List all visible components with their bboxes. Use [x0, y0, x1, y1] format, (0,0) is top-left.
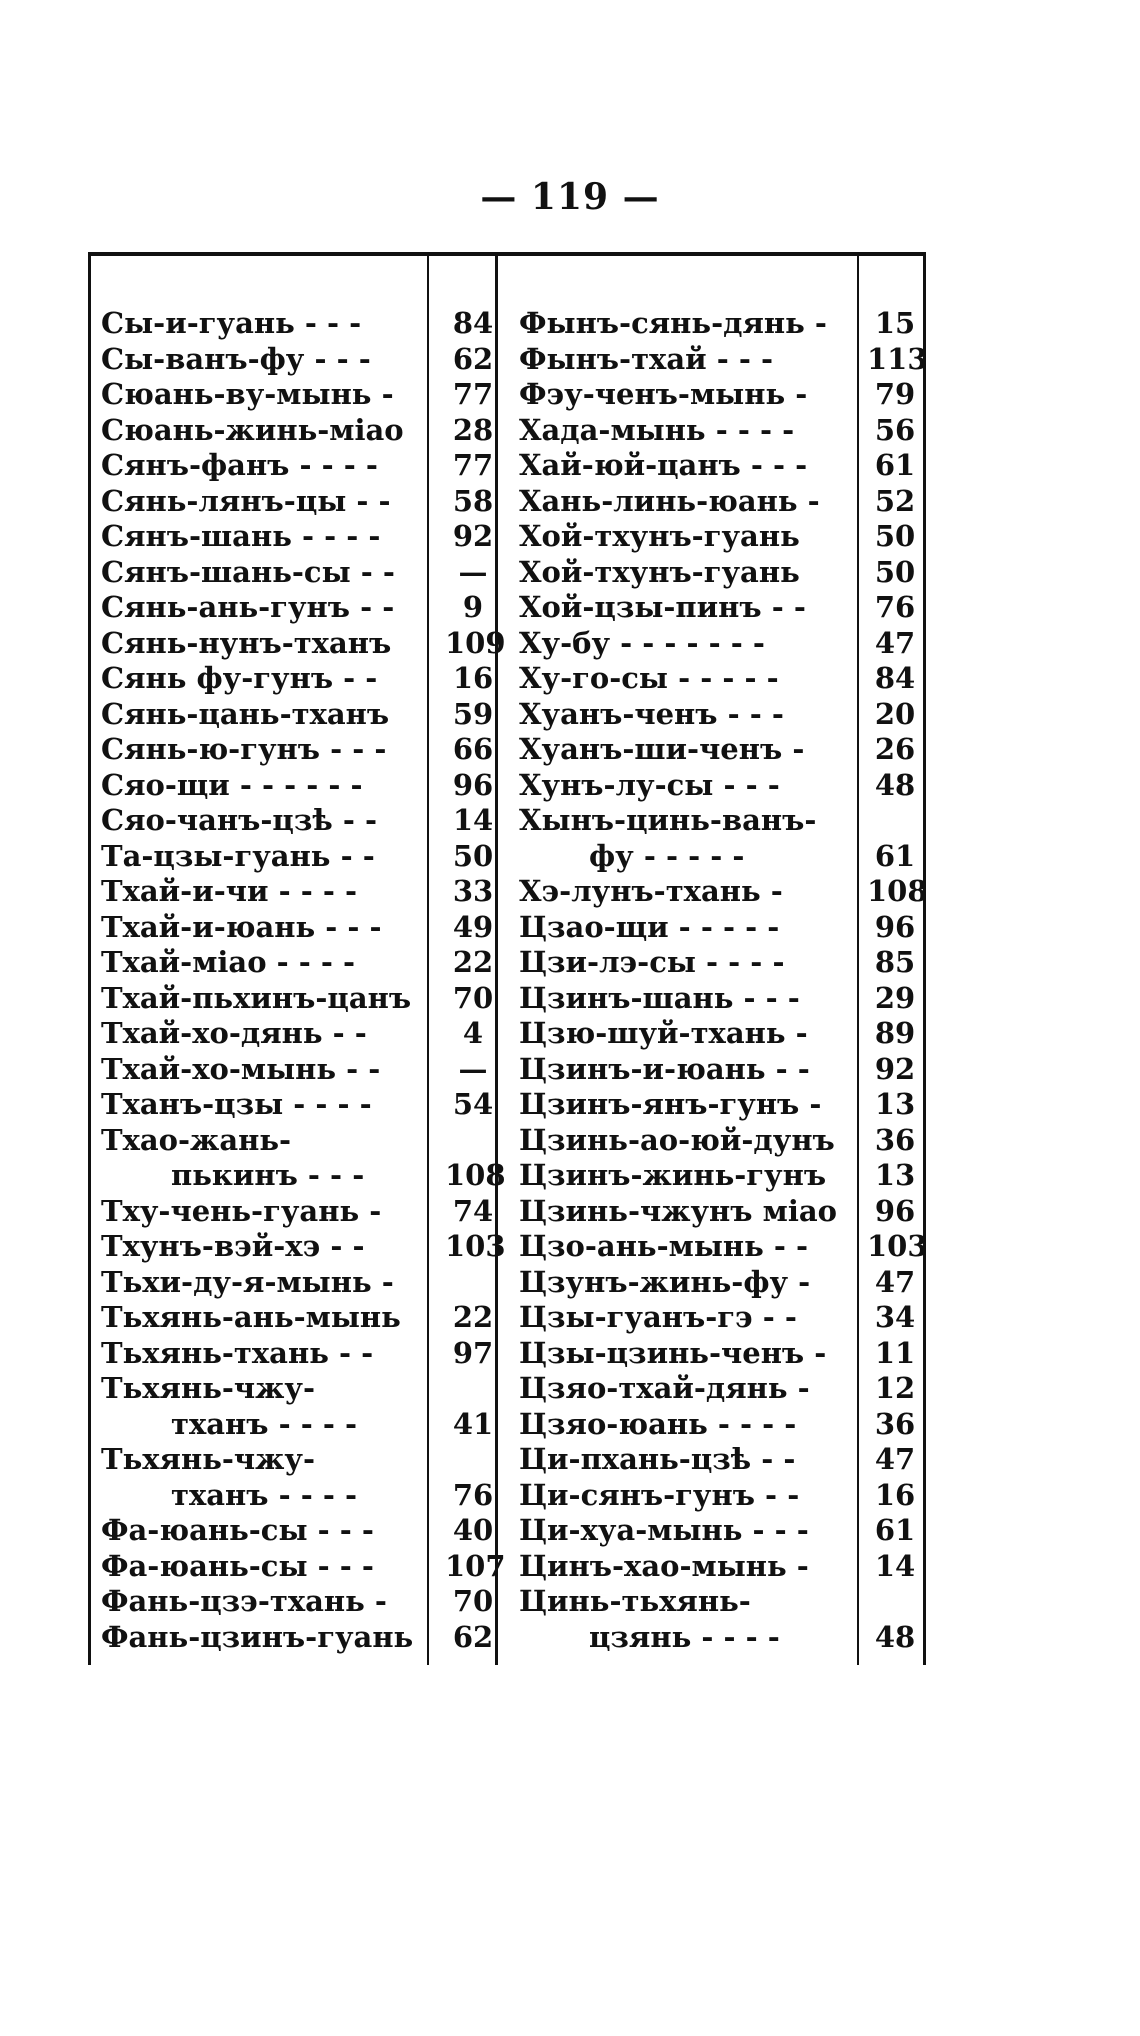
entry-name: Цзяо-тхай-дянь -	[519, 1371, 810, 1405]
entry-name: Цзинь-ао-юй-дунъ	[519, 1122, 835, 1157]
entry-name: Тьхянь-чжу-	[101, 1371, 316, 1405]
entry-name: Хада-мынь - - - -	[519, 412, 795, 447]
entry-name: Хуанъ-ши-ченъ -	[519, 732, 805, 766]
entry-name: Сянь-ань-гунъ - -	[101, 590, 395, 624]
entry-page: 103	[867, 1229, 928, 1263]
entry-page: 14	[452, 803, 494, 837]
entry-page: 103	[445, 1229, 506, 1263]
entry-name: Фань-цзинъ-гуань	[101, 1619, 414, 1654]
entry-name: Фа-юань-сы - - -	[101, 1548, 374, 1583]
entry-name: Ци-пхань-цзѣ - -	[519, 1442, 796, 1476]
entry-page: 107	[445, 1548, 506, 1583]
entry-name: Сюань-ву-мынь -	[101, 377, 394, 411]
entry-page: 4	[462, 1016, 484, 1050]
entry-name: Сянь-цань-тханъ	[101, 696, 390, 731]
entry-page: 48	[874, 1619, 916, 1654]
entry-name: Фа-юань-сы - - -	[101, 1513, 374, 1547]
entry-name: Тхунъ-вэй-хэ - -	[101, 1229, 365, 1263]
entry-name: Хэ-лунъ-тхань -	[519, 874, 783, 908]
entry-page: 92	[874, 1051, 916, 1086]
entry-page: 28	[452, 412, 494, 447]
entry-page: 61	[874, 838, 916, 873]
entry-name: Цзинъ-и-юань - -	[519, 1051, 810, 1086]
entry-page: 61	[874, 1513, 916, 1547]
entry-page: 61	[874, 448, 916, 482]
entry-name: Тханъ-цзы - - - -	[101, 1087, 372, 1121]
page-number: — 119 —	[480, 176, 660, 218]
entry-page: 70	[452, 980, 494, 1015]
entry-name: тханъ - - - -	[171, 1406, 358, 1441]
entry-name: Цзинъ-шань - - -	[519, 980, 800, 1015]
entry-name: Цзинъ-жинь-гунъ	[519, 1158, 827, 1192]
entry-page: 47	[874, 1264, 916, 1299]
entry-page: 89	[874, 1016, 916, 1050]
entry-name: Тьхи-ду-я-мынь -	[101, 1264, 394, 1299]
entry-page: 41	[452, 1406, 494, 1441]
entry-page: 84	[874, 661, 916, 695]
entry-name: пькинъ - - -	[171, 1158, 365, 1192]
entry-name: Фэу-ченъ-мынь -	[519, 377, 808, 411]
entry-name: Хунъ-лу-сы - - -	[519, 767, 780, 802]
entry-page: 76	[452, 1477, 494, 1512]
entry-name: Сянь-ю-гунъ - - -	[101, 732, 387, 766]
entry-page: 109	[445, 625, 506, 660]
entry-page: 70	[452, 1584, 494, 1618]
entry-name: Цзунъ-жинь-фу -	[519, 1264, 811, 1299]
entry-name: Хуанъ-ченъ - - -	[519, 696, 784, 731]
entry-name: Сяо-щи - - - - - -	[101, 767, 363, 802]
entry-name: Тьхянь-ань-мынь	[101, 1300, 401, 1334]
entry-page: 113	[867, 341, 928, 376]
entry-page: 85	[874, 945, 916, 979]
entry-page: 15	[874, 306, 916, 340]
entry-page: 76	[874, 590, 916, 624]
entry-page: —	[458, 1051, 488, 1086]
entry-page: 50	[452, 838, 494, 873]
entry-name: Цзы-гуанъ-гэ - -	[519, 1300, 797, 1334]
column-divider	[427, 256, 429, 1665]
entry-name: Тхао-жань-	[101, 1122, 292, 1157]
entry-name: Ху-бу - - - - - - -	[519, 625, 765, 660]
entry-page: 29	[874, 980, 916, 1015]
entry-name: Цзинъ-янъ-гунъ -	[519, 1087, 822, 1121]
entry-name: Цзы-цзинь-ченъ -	[519, 1335, 827, 1370]
entry-name: Цинь-тьхянь-	[519, 1584, 751, 1618]
entry-page: 66	[452, 732, 494, 766]
entry-name: Сянъ-шань-сы - -	[101, 554, 395, 589]
entry-name: Сянъ-фанъ - - - -	[101, 448, 378, 482]
entry-page: 77	[452, 448, 494, 482]
entry-page: 62	[452, 1619, 494, 1654]
entry-name: Тхай-хо-дянь - -	[101, 1016, 367, 1050]
column-divider	[857, 256, 859, 1665]
entry-name: Фынъ-сянь-дянь -	[519, 306, 827, 340]
entry-name: Ци-сянъ-гунъ - -	[519, 1477, 800, 1512]
entry-page: 13	[874, 1158, 916, 1192]
entry-page: 50	[874, 554, 916, 589]
entry-name: Сюань-жинь-міао	[101, 412, 404, 447]
entry-name: Ху-го-сы - - - - -	[519, 661, 779, 695]
entry-name: Хай-юй-цанъ - - -	[519, 448, 808, 482]
entry-page: 11	[874, 1335, 916, 1370]
entry-name: Тху-чень-гуань -	[101, 1193, 382, 1228]
entry-page: 16	[874, 1477, 916, 1512]
entry-name: Хынъ-цинь-ванъ-	[519, 803, 817, 837]
entry-name: Цзинь-чжунъ міао	[519, 1193, 837, 1228]
entry-name: Хой-цзы-пинъ - -	[519, 590, 806, 624]
entry-name: фу - - - - -	[589, 838, 745, 873]
entry-name: Тхай-и-юань - - -	[101, 909, 382, 944]
entry-page: 36	[874, 1122, 916, 1157]
entry-page: 13	[874, 1087, 916, 1121]
entry-page: 96	[452, 767, 494, 802]
entry-name: Та-цзы-гуань - -	[101, 838, 375, 873]
entry-page: 9	[462, 590, 484, 624]
entry-page: 108	[867, 874, 928, 908]
entry-name: Цинъ-хао-мынь -	[519, 1548, 809, 1583]
entry-name: Цзао-щи - - - - -	[519, 909, 780, 944]
entry-page: 74	[452, 1193, 494, 1228]
entry-name: Хой-тхунъ-гуань	[519, 554, 800, 589]
entry-page: 56	[874, 412, 916, 447]
entry-name: цзянь - - - -	[589, 1619, 780, 1654]
index-table	[88, 252, 926, 1665]
entry-page: 79	[874, 377, 916, 411]
entry-name: Цзо-ань-мынь - -	[519, 1229, 809, 1263]
entry-page: 14	[874, 1548, 916, 1583]
entry-name: Цзяо-юань - - - -	[519, 1406, 797, 1441]
entry-name: Сы-ванъ-фу - - -	[101, 341, 371, 376]
entry-name: Сянъ-шань - - - -	[101, 519, 381, 553]
entry-page: 47	[874, 625, 916, 660]
entry-page: 92	[452, 519, 494, 553]
entry-page: 96	[874, 909, 916, 944]
entry-page: 16	[452, 661, 494, 695]
entry-page: 26	[874, 732, 916, 766]
entry-page: 49	[452, 909, 494, 944]
entry-page: 97	[452, 1335, 494, 1370]
entry-page: 59	[452, 696, 494, 731]
entry-name: Тхай-хо-мынь - -	[101, 1051, 381, 1086]
entry-name: Хань-линь-юань -	[519, 483, 820, 518]
entry-name: Ци-хуа-мынь - - -	[519, 1513, 809, 1547]
entry-page: 48	[874, 767, 916, 802]
entry-name: Тхай-и-чи - - - -	[101, 874, 358, 908]
entry-name: Тьхянь-тхань - -	[101, 1335, 374, 1370]
entry-page: 22	[452, 945, 494, 979]
entry-name: тханъ - - - -	[171, 1477, 358, 1512]
entry-page: 47	[874, 1442, 916, 1476]
entry-name: Цзю-шуй-тхань -	[519, 1016, 808, 1050]
entry-name: Сянь-лянъ-цы - -	[101, 483, 391, 518]
entry-name: Сы-и-гуань - - -	[101, 306, 362, 340]
entry-page: 84	[452, 306, 494, 340]
entry-name: Сянь фу-гунъ - -	[101, 661, 378, 695]
entry-page: 36	[874, 1406, 916, 1441]
entry-name: Фынъ-тхай - - -	[519, 341, 774, 376]
entry-name: Тхай-міао - - - -	[101, 945, 356, 979]
entry-page: 33	[452, 874, 494, 908]
entry-name: Фань-цзэ-тхань -	[101, 1584, 387, 1618]
entry-name: Хой-тхунъ-гуань	[519, 519, 800, 553]
entry-page: 96	[874, 1193, 916, 1228]
entry-name: Сяо-чанъ-цзѣ - -	[101, 803, 377, 837]
entry-name: Сянь-нунъ-тханъ	[101, 625, 392, 660]
entry-page: 34	[874, 1300, 916, 1334]
entry-page: 20	[874, 696, 916, 731]
entry-name: Цзи-лэ-сы - - - -	[519, 945, 785, 979]
entry-page: 12	[874, 1371, 916, 1405]
entry-name: Тьхянь-чжу-	[101, 1442, 316, 1476]
entry-page: 54	[452, 1087, 494, 1121]
entry-page: 40	[452, 1513, 494, 1547]
entry-page: 108	[445, 1158, 506, 1192]
entry-page: 50	[874, 519, 916, 553]
entry-page: 77	[452, 377, 494, 411]
entry-name: Тхай-пьхинъ-цанъ	[101, 980, 412, 1015]
entry-page: 22	[452, 1300, 494, 1334]
entry-page: 52	[874, 483, 916, 518]
entry-page: 62	[452, 341, 494, 376]
entry-page: —	[458, 554, 488, 589]
entry-page: 58	[452, 483, 494, 518]
